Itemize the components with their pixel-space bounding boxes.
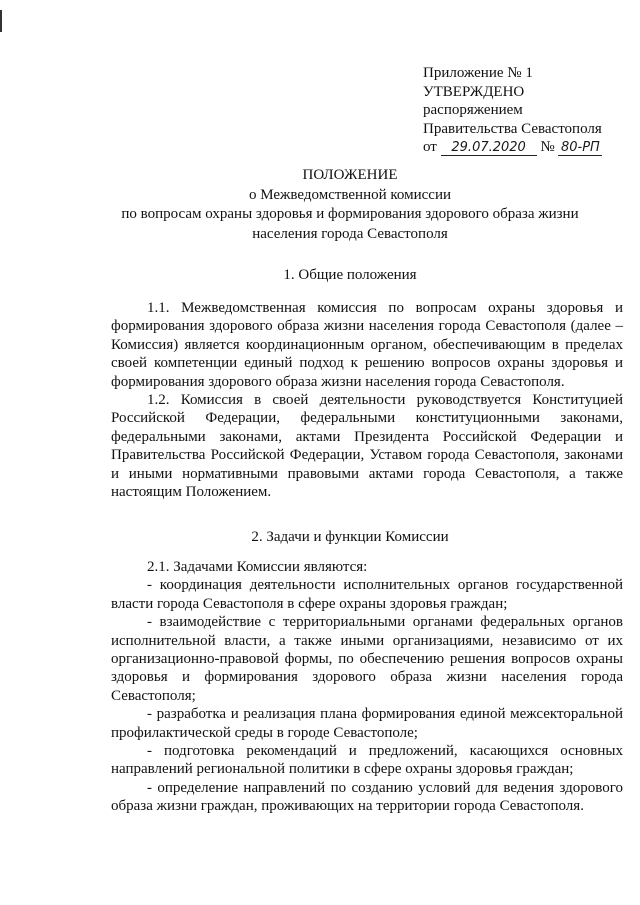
- date-prefix: от: [423, 139, 437, 156]
- section-1-heading: 1. Общие положения: [283, 267, 417, 283]
- section-2-heading: 2. Задачи и функции Комиссии: [251, 529, 449, 545]
- paragraph-1-2: 1.2. Комиссия в своей деятельности руководствуется Конституцией Российской Федерации, федеральными конституционными законами, федеральными законами, актами Президента Российской Федерации и Правительства Российской Федерации, Уставом города Севастополя, законами и иными нормативными правовыми актами города Севастополя, а также настоящим Положением.: [111, 392, 623, 501]
- date-number-line: [423, 138, 633, 157]
- handwritten-number: 80-РП: [558, 141, 602, 156]
- task-item: - определение направлений по созданию условий для ведения здорового образа жизни граждан, проживающих на территории города Севастополя.: [111, 779, 623, 815]
- title-line-1: ПОЛОЖЕНИЕ: [302, 167, 398, 183]
- number-prefix: №: [540, 139, 555, 156]
- government-label: Правительства Севастополя: [423, 120, 602, 137]
- title-line-2: о Межведомственной комиссии: [248, 186, 452, 203]
- appendix-label: Приложение № 1: [423, 65, 533, 81]
- scan-edge-mark: [0, 10, 2, 32]
- task-item: - разработка и реализация плана формирования единой межсекторальной профилактической среды в городе Севастополе;: [111, 706, 623, 741]
- section-2-body: [111, 558, 623, 816]
- approval-block: [423, 64, 633, 157]
- section-1-body: [111, 299, 623, 501]
- document-title: [60, 166, 640, 244]
- handwritten-date: 29.07.2020: [441, 141, 537, 156]
- title-line-3: по вопросам охраны здоровья и формирования здорового образа жизни: [121, 206, 579, 222]
- order-label: распоряжением: [423, 102, 523, 119]
- task-item: - взаимодействие с территориальными органами федеральных органов исполнительной власти, а также иными организациями, независимо от их организационно-правовой формы, по обеспечению решения вопросов охраны здоровья и формирования здорового образа жизни населения города Севастополя;: [111, 614, 623, 704]
- approved-label: УТВЕРЖДЕНО: [423, 83, 525, 100]
- task-item: - координация деятельности исполнительных органов государственной власти города Севастополя в сфере охраны здоровья граждан;: [111, 577, 623, 612]
- task-item: - подготовка рекомендаций и предложений, касающихся основных направлений региональной политики в сфере охраны здоровья граждан;: [111, 743, 623, 778]
- title-line-4: населения города Севастополя: [252, 225, 448, 242]
- tasks-intro: 2.1. Задачами Комиссии являются:: [147, 559, 368, 575]
- paragraph-1-1: 1.1. Межведомственная комиссия по вопросам охраны здоровья и формирования здорового образа жизни населения города Севастополя (далее – Комиссия) является координационным органом, обеспечивающим в пределах своей компетенции единый подход к решению вопросов охраны здоровья и формирования здорового образа жизни населения города Севастополя.: [111, 300, 623, 390]
